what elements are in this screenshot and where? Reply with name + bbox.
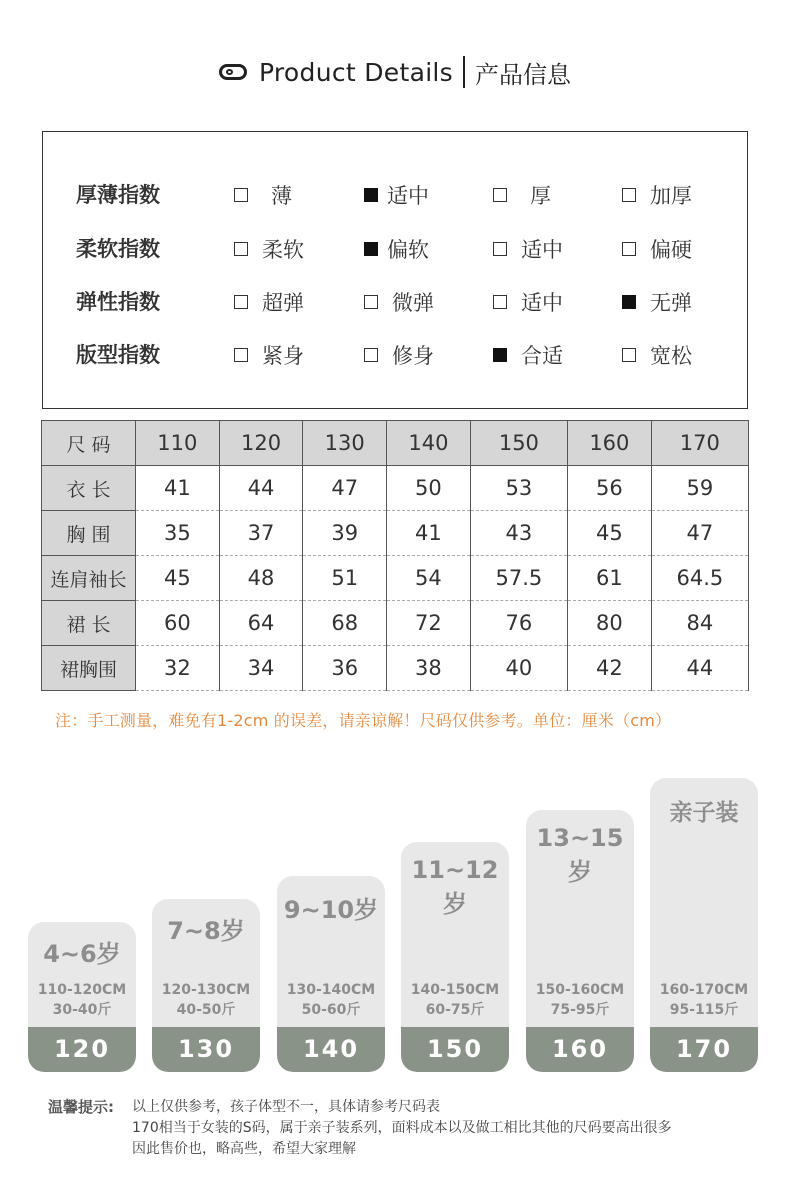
card-age: 亲子装 (669, 800, 739, 826)
table-cell: 47 (303, 466, 387, 511)
header-cell: 140 (387, 421, 471, 466)
row-label: 裙胸围 (42, 646, 136, 691)
table-cell: 44 (651, 646, 748, 691)
option-label: 柔软 (262, 238, 304, 262)
table-cell: 57.5 (470, 556, 567, 601)
table-cell: 47 (651, 511, 748, 556)
card-age: 13~15岁 (536, 824, 624, 886)
table-cell: 59 (651, 466, 748, 511)
table-cell: 43 (470, 511, 567, 556)
table-cell: 48 (219, 556, 303, 601)
header-cell: 130 (303, 421, 387, 466)
card-weight-range: 30-40斤 (52, 1002, 112, 1018)
header-cell: 150 (470, 421, 567, 466)
card-size-bar: 160 (526, 1027, 634, 1072)
row-label: 连肩袖长 (42, 556, 136, 601)
row-label: 裙 长 (42, 601, 136, 646)
option-label: 修身 (392, 344, 434, 368)
tip-title: 温馨提示: (48, 1098, 114, 1116)
card-weight-range: 95-115斤 (669, 1002, 739, 1018)
tip-line: 以上仅供参考，孩子体型不一，具体请参考尺码表 (132, 1099, 440, 1115)
table-cell: 42 (568, 646, 652, 691)
table-cell: 32 (136, 646, 220, 691)
option-label: 加厚 (650, 184, 692, 208)
option-label: 合适 (521, 344, 563, 368)
table-cell: 35 (136, 511, 220, 556)
header-cell: 110 (136, 421, 220, 466)
card-height-range: 110-120CM (37, 982, 127, 998)
measurement-note: 注：手工测量，难免有1-2cm 的误差，请亲谅解！尺码仅供参考。单位：厘米（cm） (55, 711, 672, 730)
table-cell: 68 (303, 601, 387, 646)
card-size-bar: 140 (277, 1027, 385, 1072)
card-size-bar: 170 (650, 1027, 758, 1072)
title-chinese: 产品信息 (475, 60, 572, 89)
table-cell: 84 (651, 601, 748, 646)
option-label: 适中 (521, 291, 563, 315)
card-weight-range: 75-95斤 (550, 1002, 610, 1018)
option-label: 适中 (387, 184, 429, 208)
tip-line: 因此售价也，略高些，希望大家理解 (132, 1141, 356, 1157)
table-cell: 64 (219, 601, 303, 646)
card-weight-range: 60-75斤 (425, 1002, 485, 1018)
size-card-140 (277, 876, 385, 1072)
size-card-160 (526, 810, 634, 1072)
row-label: 胸 围 (42, 511, 136, 556)
header-cell: 170 (651, 421, 748, 466)
table-cell: 39 (303, 511, 387, 556)
table-cell: 76 (470, 601, 567, 646)
table-cell: 41 (387, 511, 471, 556)
title-english: Product Details (258, 57, 454, 87)
table-cell: 64.5 (651, 556, 748, 601)
table-cell: 45 (136, 556, 220, 601)
tip-line: 170相当于女装的S码，属于亲子装系列，面料成本以及做工相比其他的尺码要高出很多 (132, 1120, 672, 1136)
table-cell: 56 (568, 466, 652, 511)
table-cell: 53 (470, 466, 567, 511)
table-cell: 50 (387, 466, 471, 511)
table-cell: 44 (219, 466, 303, 511)
table-cell: 45 (568, 511, 652, 556)
table-cell: 60 (136, 601, 220, 646)
card-height-range: 160-170CM (659, 982, 749, 998)
option-label: 宽松 (650, 344, 692, 368)
card-weight-range: 50-60斤 (301, 1002, 361, 1018)
option-label: 薄 (271, 184, 292, 208)
table-cell: 41 (136, 466, 220, 511)
size-card-150 (401, 842, 509, 1072)
index-label: 弹性指数 (76, 290, 160, 314)
index-label: 厚薄指数 (76, 183, 160, 207)
option-label: 厚 (530, 184, 551, 208)
table-cell: 54 (387, 556, 471, 601)
card-height-range: 150-160CM (535, 982, 625, 998)
size-card-130 (152, 899, 260, 1072)
table-cell: 36 (303, 646, 387, 691)
card-weight-range: 40-50斤 (176, 1002, 236, 1018)
table-cell: 51 (303, 556, 387, 601)
option-label: 微弹 (392, 291, 434, 315)
table-cell: 38 (387, 646, 471, 691)
card-age: 7~8岁 (167, 917, 245, 945)
row-label: 衣 长 (42, 466, 136, 511)
option-label: 适中 (521, 238, 563, 262)
table-cell: 61 (568, 556, 652, 601)
card-height-range: 120-130CM (161, 982, 251, 998)
option-label: 偏硬 (650, 238, 692, 262)
header-cell: 120 (219, 421, 303, 466)
header-cell: 160 (568, 421, 652, 466)
table-cell: 37 (219, 511, 303, 556)
option-label: 紧身 (262, 344, 304, 368)
option-label: 超弹 (262, 291, 304, 315)
size-card-120 (28, 922, 136, 1072)
table-cell: 72 (387, 601, 471, 646)
option-label: 无弹 (650, 291, 692, 315)
card-size-bar: 130 (152, 1027, 260, 1072)
header-cell: 尺 码 (42, 421, 136, 466)
size-card-170 (650, 778, 758, 1072)
table-cell: 34 (219, 646, 303, 691)
card-age: 11~12岁 (411, 856, 499, 918)
card-age: 9~10岁 (283, 896, 379, 924)
table-cell: 80 (568, 601, 652, 646)
option-label: 偏软 (387, 238, 429, 262)
index-label: 版型指数 (76, 343, 160, 367)
index-label: 柔软指数 (76, 237, 160, 261)
card-size-bar: 120 (28, 1027, 136, 1072)
card-height-range: 130-140CM (286, 982, 376, 998)
card-height-range: 140-150CM (410, 982, 500, 998)
card-size-bar: 150 (401, 1027, 509, 1072)
table-cell: 40 (470, 646, 567, 691)
card-age: 4~6岁 (43, 940, 121, 968)
